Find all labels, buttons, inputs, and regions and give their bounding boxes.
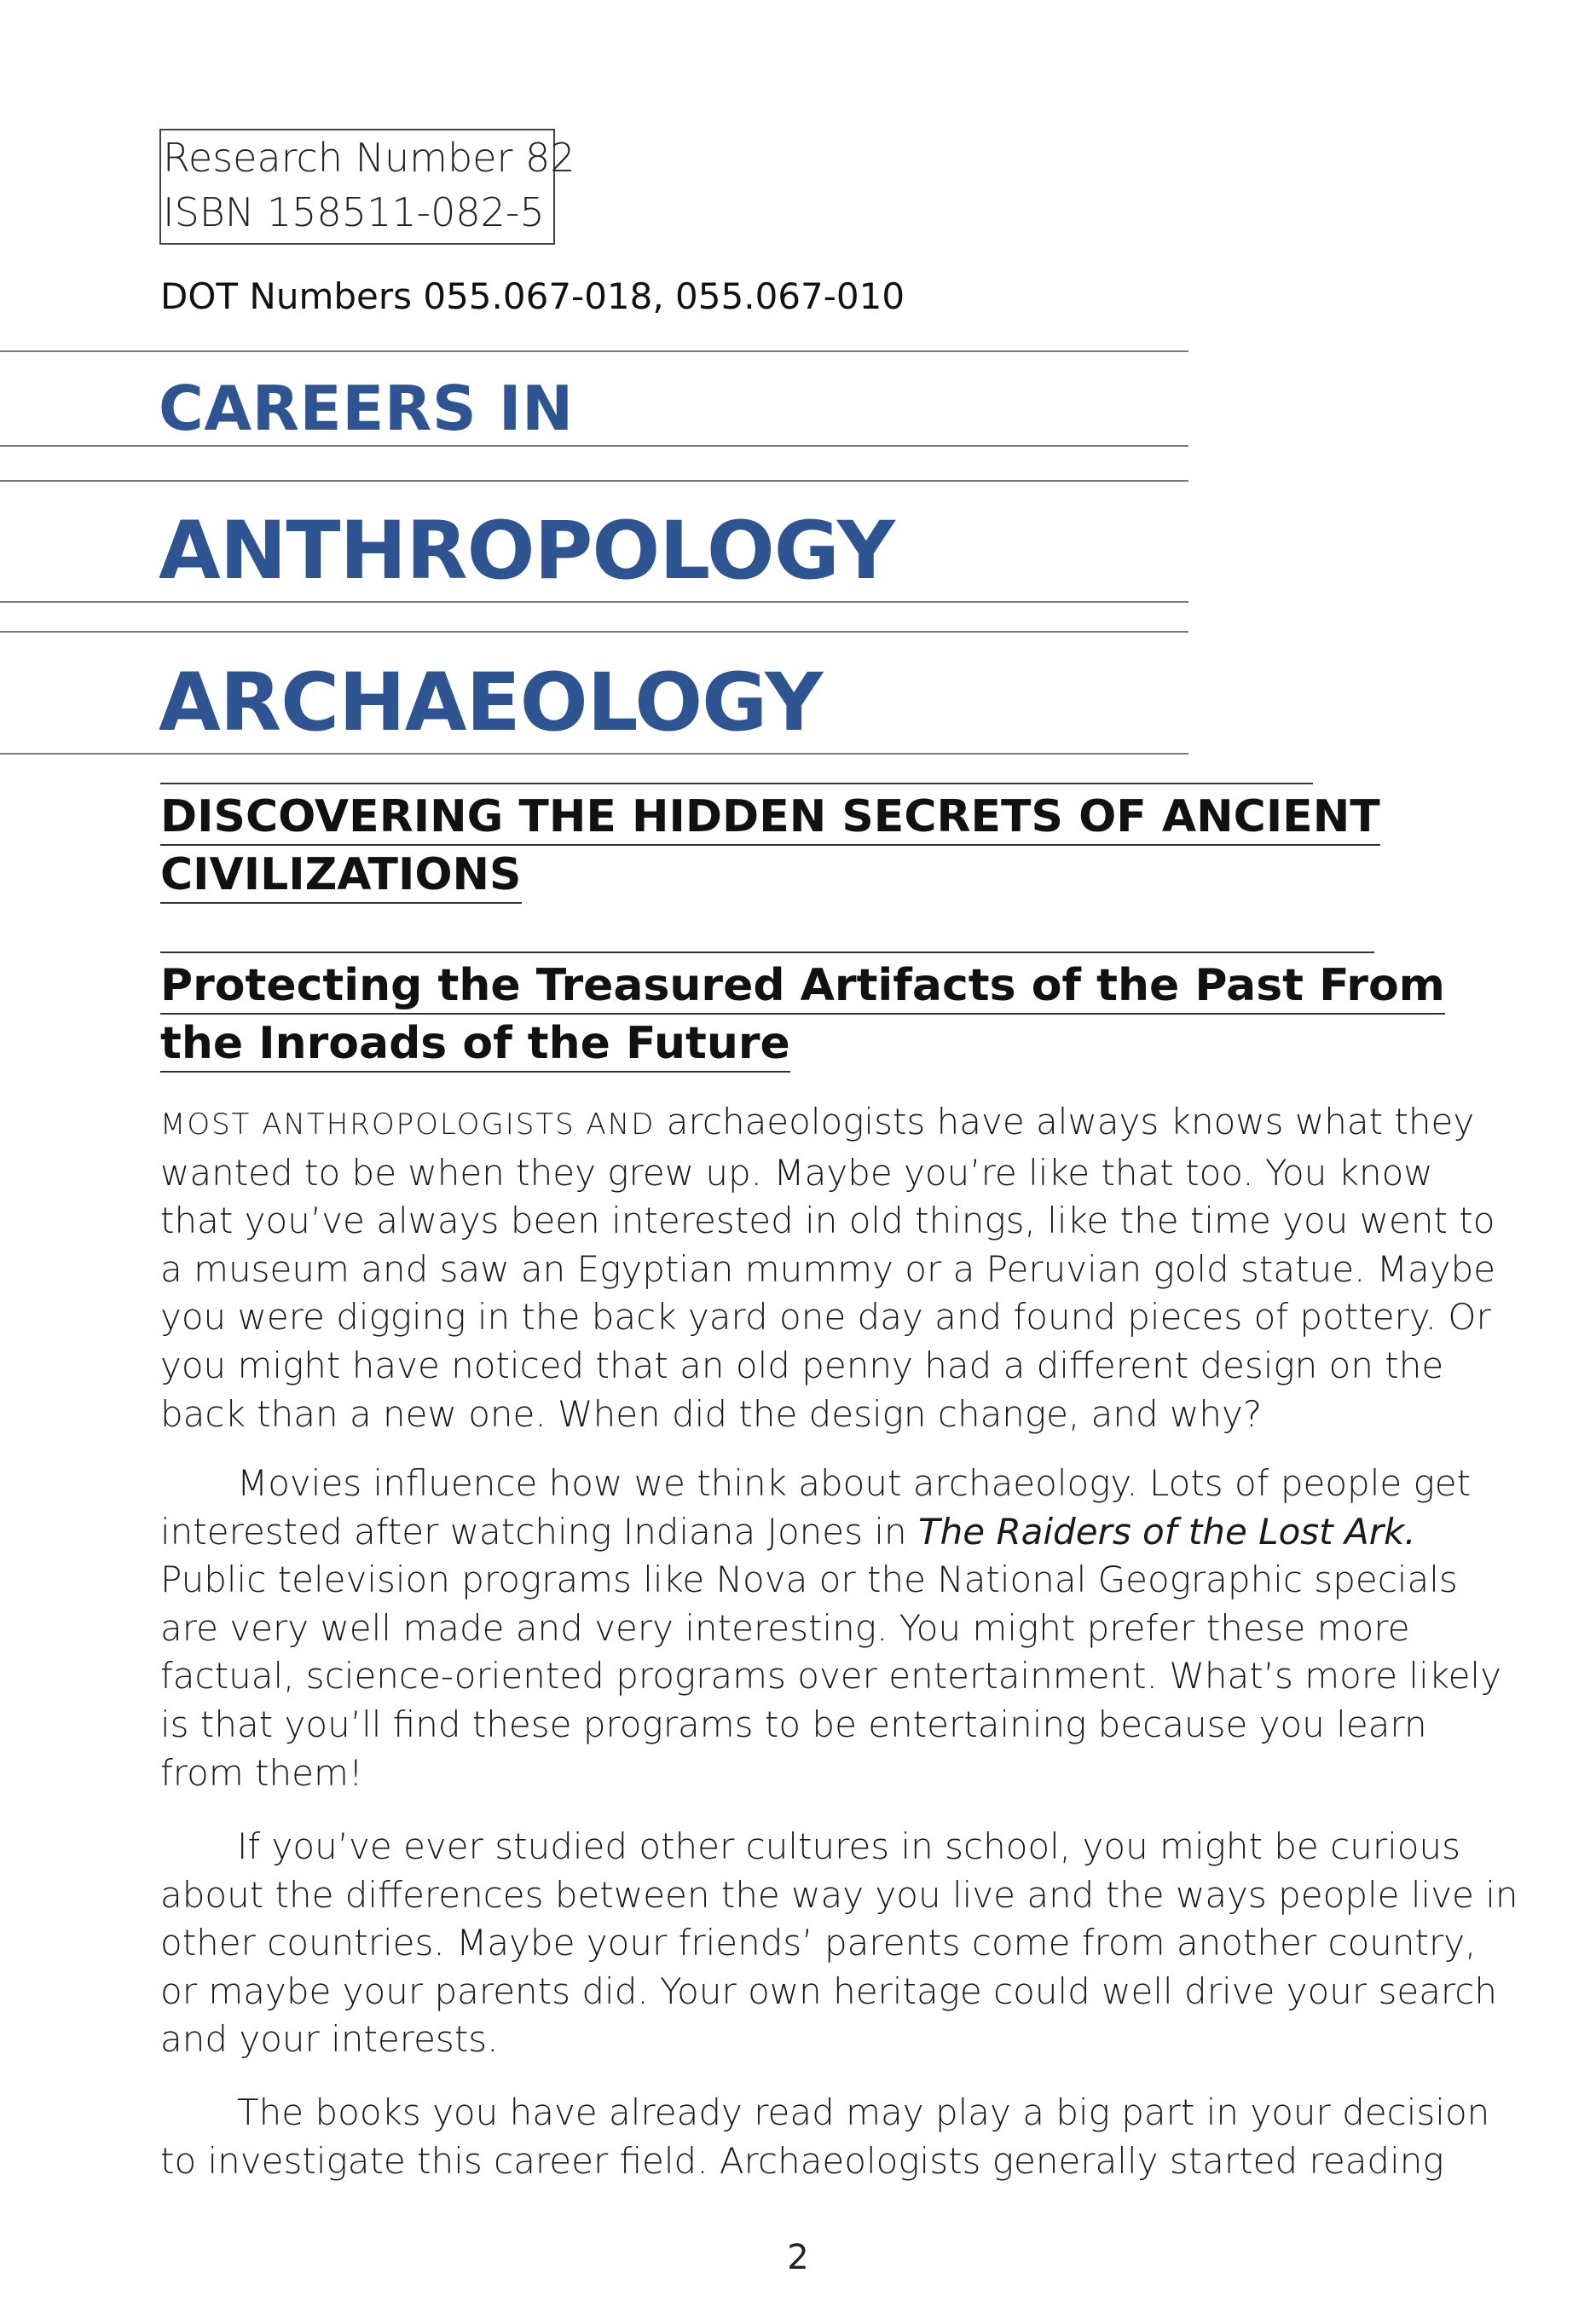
research-info-box: [159, 129, 575, 245]
dot-numbers: DOT Numbers 055.067-018, 055.067-010: [160, 275, 905, 317]
body-line: are very well made and very interesting. You might prefer these more: [160, 1606, 1410, 1649]
body-line: If you’ve ever studied other cultures in school, you might be curious: [237, 1825, 1460, 1867]
title-rule: [0, 631, 1188, 633]
film-title: The Raiders of the Lost Ark.: [918, 1510, 1416, 1553]
body-line: The books you have already read may play a big part in your decision: [237, 2091, 1490, 2133]
lead-in-smallcaps: MOST ANTHROPOLOGISTS AND: [160, 1108, 656, 1142]
subhead-rule: [160, 783, 1313, 784]
subhead-rule: [160, 951, 1374, 953]
title-anthropology: ANTHROPOLOGY: [159, 505, 894, 598]
body-line: you were digging in the back yard one day and found pieces of pottery. Or: [160, 1296, 1491, 1339]
isbn: ISBN 158511-082-5: [163, 189, 545, 235]
body-line: wanted to be when they grew up. Maybe you’re like that too. You know: [160, 1151, 1433, 1194]
subhead-line: DISCOVERING THE HIDDEN SECRETS OF ANCIENT: [160, 791, 1380, 846]
body-line: a museum and saw an Egyptian mummy or a Peruvian gold statue. Maybe: [160, 1247, 1496, 1290]
body-line: and your interests.: [160, 2018, 499, 2061]
subhead-line: the Inroads of the Future: [160, 1018, 790, 1073]
title-archaeology: ARCHAEOLOGY: [159, 656, 823, 749]
body-line: or maybe your parents did. Your own heritage could well drive your search: [160, 1969, 1497, 2012]
body-line: interested after watching Indiana Jones in: [160, 1510, 918, 1553]
body-line: that you’ve always been interested in old things, like the time you went to: [160, 1200, 1495, 1242]
title-rule: [0, 445, 1188, 447]
title-rule: [0, 601, 1188, 603]
body-line: back than a new one. When did the design change, and why?: [160, 1392, 1263, 1435]
title-rule: [0, 350, 1188, 352]
body-line: is that you’ll find these programs to be entertaining because you learn: [160, 1703, 1427, 1745]
body-line: factual, science-oriented programs over entertainment. What’s more likely: [160, 1655, 1501, 1698]
body-line: Movies influence how we think about archaeology. Lots of people get: [237, 1462, 1472, 1504]
paragraph-3: [160, 1823, 1518, 2064]
body-line: archaeologists have always knows what they: [655, 1101, 1475, 1142]
paragraph-2: [160, 1460, 1501, 1797]
subhead-discovering: [160, 788, 1380, 904]
page-number: 2: [787, 2238, 809, 2277]
body-line: you might have noticed that an old penny had a different design on the: [160, 1344, 1444, 1386]
title-careers-in: CAREERS IN: [159, 373, 574, 444]
body-line: Public television programs like Nova or the National Geographic specials: [160, 1559, 1458, 1601]
body-line: other countries. Maybe your friends’ parents come from another country,: [160, 1922, 1477, 1964]
title-rule: [0, 753, 1188, 755]
subhead-protecting: [160, 957, 1445, 1073]
paragraph-4: [160, 2089, 1490, 2185]
body-line: about the differences between the way you live and the ways people live in: [160, 1873, 1518, 1916]
body-line: from them!: [160, 1751, 363, 1794]
subhead-line: CIVILIZATIONS: [160, 849, 522, 904]
research-number: Research Number 82: [163, 135, 575, 181]
paragraph-1: [160, 1098, 1496, 1438]
subhead-line: Protecting the Treasured Artifacts of the Past From: [160, 960, 1445, 1015]
title-rule: [0, 480, 1188, 482]
body-line: to investigate this career field. Archaeologists generally started reading: [160, 2139, 1444, 2182]
